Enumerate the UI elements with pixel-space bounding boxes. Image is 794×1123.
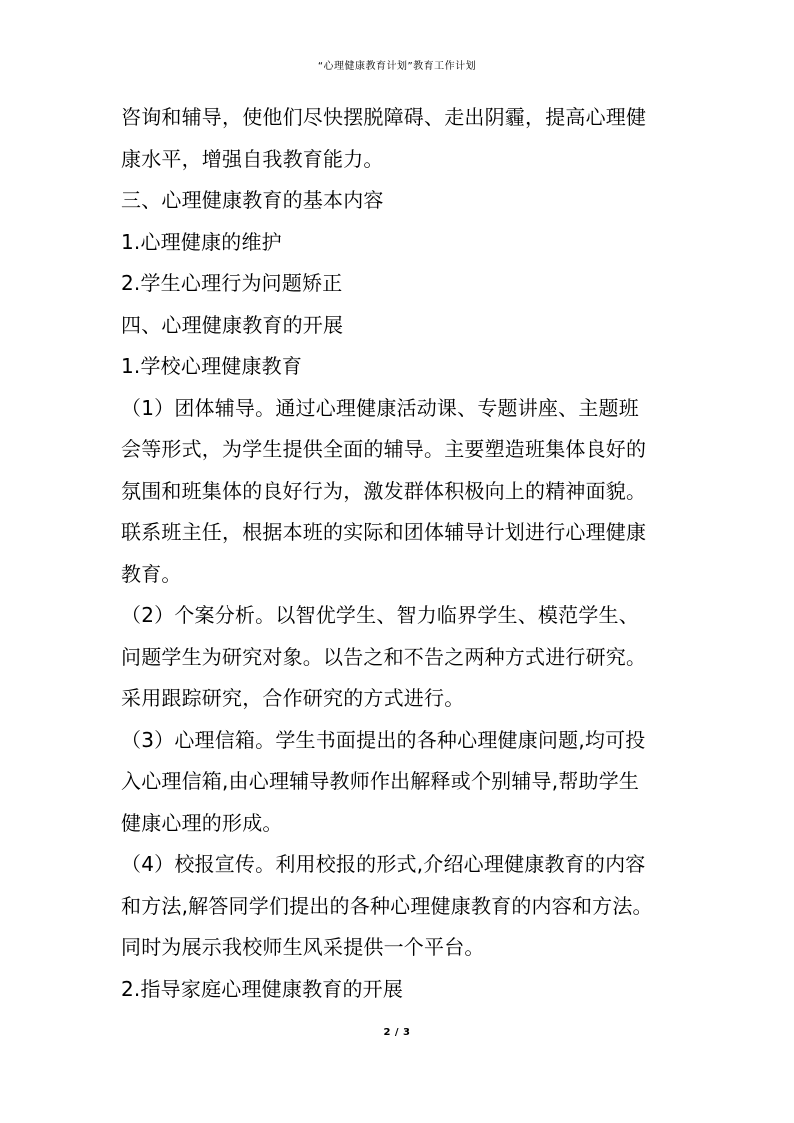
subsection-heading: 2.指导家庭心理健康教育的开展 — [121, 976, 404, 1001]
body-line: 健康心理的形成。 — [121, 810, 283, 835]
body-line: 联系班主任，根据本班的实际和团体辅导计划进行心理健康 — [121, 520, 647, 544]
page-number: 2 / 3 — [383, 1027, 411, 1038]
body-line: 入心理信箱,由心理辅导教师作出解释或个别辅导,帮助学生 — [121, 769, 640, 793]
body-line: 氛围和班集体的良好行为，激发群体积极向上的精神面貌。 — [121, 478, 647, 503]
body-line: 康水平，增强自我教育能力。 — [121, 146, 384, 171]
body-line: （1）团体辅导。通过心理健康活动课、专题讲座、主题班 — [121, 395, 639, 420]
section-heading: 三、心理健康教育的基本内容 — [121, 188, 384, 212]
subsection-heading: 1.学校心理健康教育 — [121, 354, 303, 378]
body-line: 和方法,解答同学们提出的各种心理健康教育的内容和方法。 — [121, 893, 653, 918]
body-line: 问题学生为研究对象。以告之和不告之两种方式进行研究。 — [121, 644, 647, 669]
body-line: 会等形式，为学生提供全面的辅导。主要塑造班集体良好的 — [121, 437, 647, 461]
document-body — [121, 97, 681, 1010]
list-item: 2.学生心理行为问题矫正 — [121, 271, 343, 295]
body-line: （4）校报宣传。利用校报的形式,介绍心理健康教育的内容 — [121, 852, 646, 876]
body-line: 咨询和辅导，使他们尽快摆脱障碍、走出阴霾，提高心理健 — [121, 105, 647, 129]
body-line: （3）心理信箱。学生书面提出的各种心理健康问题,均可投 — [121, 727, 646, 752]
body-line: 同时为展示我校师生风采提供一个平台。 — [121, 935, 485, 959]
body-line: （2）个案分析。以智优学生、智力临界学生、模范学生、 — [121, 603, 639, 627]
body-line: 采用跟踪研究，合作研究的方式进行。 — [121, 686, 465, 710]
page-header: “心理健康教育计划”教育工作计划 — [317, 61, 477, 72]
section-heading: 四、心理健康教育的开展 — [121, 312, 344, 337]
body-line: 教育。 — [121, 561, 182, 586]
list-item: 1.心理健康的维护 — [121, 229, 282, 254]
